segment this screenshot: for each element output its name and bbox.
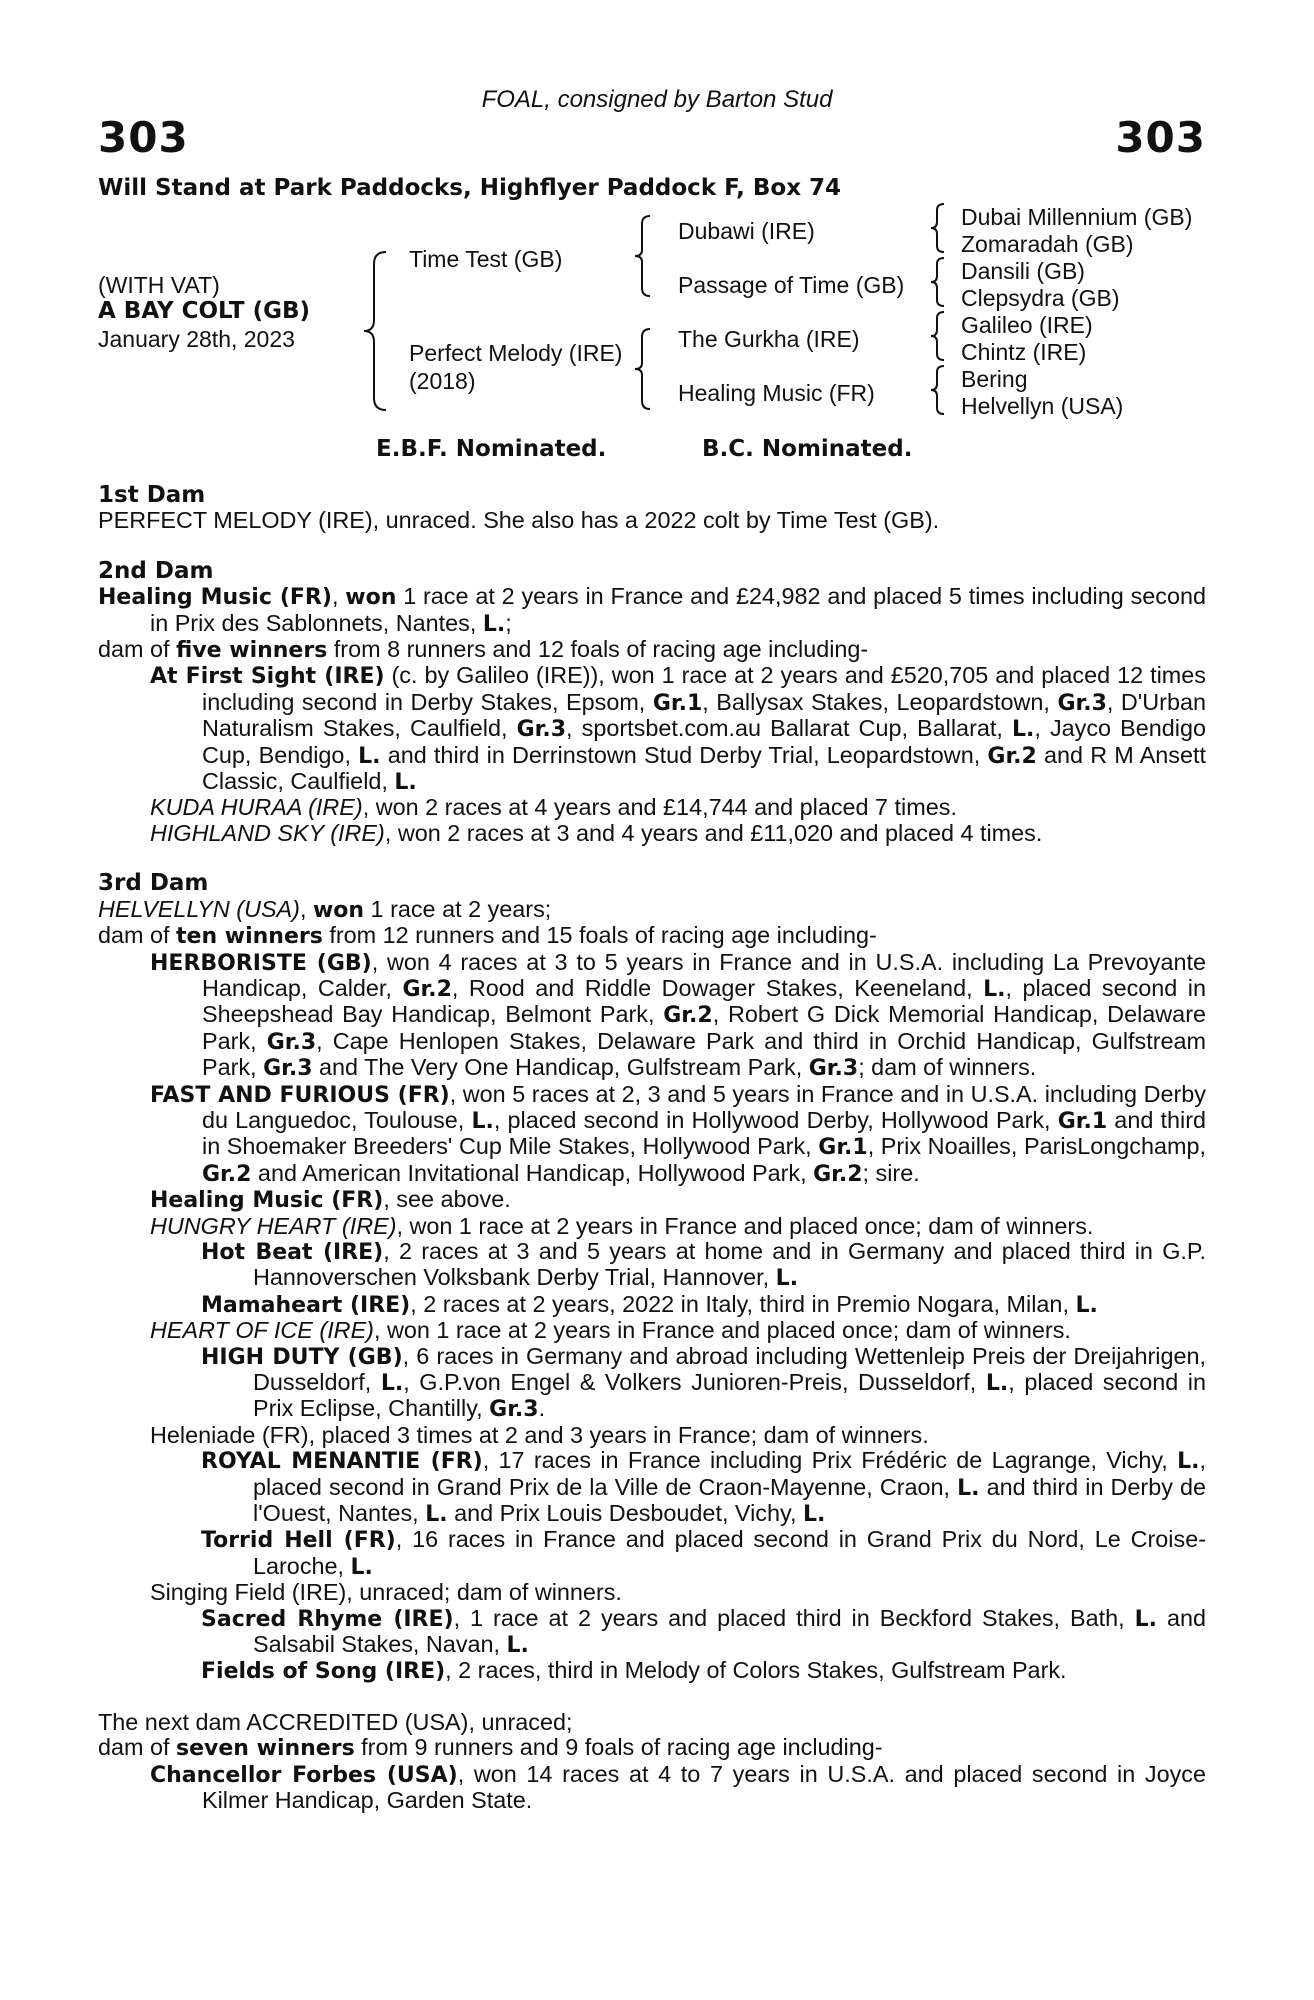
produce-heart-of-ice: HEART OF ICE (IRE), won 1 race at 2 years in France and placed once; dam of winners.: [150, 1317, 1071, 1344]
grandproduce-sacred-rhyme: Sacred Rhyme (IRE), 1 race at 2 years and placed third in Beckford Stakes, Bath, L. and Salsabil Stakes, Navan, L.: [201, 1604, 1207, 1659]
lot-number-right: 303: [1115, 113, 1206, 162]
pedigree-g3-3: Dansili (GB): [961, 258, 1085, 284]
pedigree-dam-year: (2018): [409, 368, 476, 394]
pedigree-brace-main: [360, 250, 390, 412]
bc-nomination: B.C. Nominated.: [702, 436, 913, 462]
grandproduce-royal-menantie: ROYAL MENANTIE (FR), 17 races in France including Prix Frédéric de Lagrange, Vichy, L., placed second in Grand Prix de la Ville de Craon-Mayenne, Craon, L. and third in Derby de l'Ouest, Nantes, L. and Prix Louis Desboudet, Vichy, L.: [201, 1447, 1207, 1528]
horse-dob: January 28th, 2023: [98, 326, 295, 352]
next-dam-produce-summary: dam of seven winners from 9 runners and 9 foals of racing age including-: [98, 1734, 883, 1762]
grandproduce-high-duty: HIGH DUTY (GB), 6 races in Germany and abroad including Wettenleip Preis der Dreijahrigen, Dusseldorf, L., G.P.von Engel & Volkers Junioren-Preis, Dusseldorf, L., placed second in Prix Eclipse, Chantilly, Gr.3.: [201, 1342, 1206, 1423]
produce-healing-music: Healing Music (FR), see above.: [150, 1186, 511, 1214]
third-dam-produce-summary: dam of ten winners from 12 runners and 15 foals of racing age including-: [98, 922, 877, 950]
second-dam-intro: Healing Music (FR), won 1 race at 2 years in France and £24,982 and placed 5 times including second in Prix des Sablonnets, Nantes, L.;: [98, 583, 1207, 637]
produce-chancellor-forbes: Chancellor Forbes (USA), won 14 races at 4 to 7 years in U.S.A. and placed second in Joyce Kilmer Handicap, Garden State.: [150, 1760, 1206, 1814]
third-dam-intro: HELVELLYN (USA), won 1 race at 2 years;: [98, 895, 552, 923]
pedigree-g2-2: Passage of Time (GB): [678, 272, 905, 298]
pedigree-g3-5: Galileo (IRE): [961, 312, 1093, 338]
pedigree-brace-g3-3: [928, 310, 948, 362]
pedigree-brace-dam: [632, 327, 654, 411]
catalogue-body: [98, 483, 1206, 1814]
produce-highland-sky: HIGHLAND SKY (IRE), won 2 races at 3 and 4 years and £11,020 and placed 4 times.: [150, 819, 1043, 846]
pedigree-g3-1: Dubai Millennium (GB): [961, 204, 1193, 230]
grandproduce-mamaheart: Mamaheart (IRE), 2 races at 2 years, 2022 in Italy, third in Premio Nogara, Milan, L.: [201, 1290, 1098, 1318]
pedigree-brace-g3-4: [928, 364, 948, 416]
pedigree-g2-3: The Gurkha (IRE): [678, 326, 860, 352]
stand-location: Will Stand at Park Paddocks, Highflyer Paddock F, Box 74: [98, 175, 842, 201]
pedigree-g3-4: Clepsydra (GB): [961, 285, 1120, 311]
pedigree-g2-1: Dubawi (IRE): [678, 218, 815, 244]
produce-heleniade: Heleniade (FR), placed 3 times at 2 and 3 years in France; dam of winners.: [150, 1421, 929, 1448]
pedigree-g3-6: Chintz (IRE): [961, 339, 1087, 365]
third-dam-heading: 3rd Dam: [98, 870, 209, 897]
pedigree-brace-sire: [632, 214, 654, 298]
pedigree-sire: Time Test (GB): [409, 246, 563, 272]
produce-kuda-huraa: KUDA HURAA (IRE), won 2 races at 4 years and £14,744 and placed 7 times.: [150, 794, 957, 821]
second-dam-produce-summary: dam of five winners from 8 runners and 12 foals of racing age including-: [98, 636, 869, 664]
first-dam-text: PERFECT MELODY (IRE), unraced. She also has a 2022 colt by Time Test (GB).: [98, 507, 940, 534]
pedigree-brace-g3-2: [928, 256, 948, 308]
pedigree-g3-2: Zomaradah (GB): [961, 231, 1134, 257]
second-dam-heading: 2nd Dam: [98, 557, 214, 584]
produce-herboriste: HERBORISTE (GB), won 4 races at 3 to 5 years in France and in U.S.A. including La Prevoyante Handicap, Calder, Gr.2, Rood and Riddle Dowager Stakes, Keeneland, L., placed second in Sheepshead Bay Handicap, Belmont Park, Gr.2, Robert G Dick Memorial Handicap, Delaware Park, Gr.3, Cape Henlopen Stakes, Delaware Park and third in Orchid Handicap, Gulfstream Park, Gr.3 and The Very One Handicap, Gulfstream Park, Gr.3; dam of winners.: [150, 948, 1207, 1082]
lot-number-left: 303: [98, 113, 189, 162]
grandproduce-hot-beat: Hot Beat (IRE), 2 races at 3 and 5 years at home and in Germany and placed third in G.P. Hannoverschen Volksbank Derby Trial, Hannover, L.: [201, 1237, 1206, 1292]
pedigree-g3-7: Bering: [961, 366, 1028, 392]
consignment-line: FOAL, consigned by Barton Stud: [481, 86, 833, 113]
ebf-nomination: E.B.F. Nominated.: [376, 436, 607, 462]
pedigree-brace-g3-1: [928, 202, 948, 254]
first-dam-heading: 1st Dam: [98, 482, 206, 508]
produce-at-first-sight: At First Sight (IRE) (c. by Galileo (IRE)), won 1 race at 2 years and £520,705 and placed 12 times including second in Derby Stakes, Epsom, Gr.1, Ballysax Stakes, Leopardstown, Gr.3, D'Urban Naturalism Stakes, Caulfield, Gr.3, sportsbet.com.au Ballarat Cup, Ballarat, L., Jayco Bendigo Cup, Bendigo, L. and third in Derrinstown Stud Derby Trial, Leopardstown, Gr.2 and R M Ansett Classic, Caulfield, L.: [150, 662, 1207, 796]
horse-name: A BAY COLT (GB): [98, 298, 311, 324]
produce-fast-and-furious: FAST AND FURIOUS (FR), won 5 races at 2, 3 and 5 years in France and in U.S.A. including Derby du Languedoc, Toulouse, L., placed second in Hollywood Derby, Hollywood Park, Gr.1 and third in Shoemaker Breeders' Cup Mile Stakes, Hollywood Park, Gr.1, Prix Noailles, ParisLongchamp, Gr.2 and American Invitational Handicap, Hollywood Park, Gr.2; sire.: [150, 1080, 1206, 1187]
produce-singing-field: Singing Field (IRE), unraced; dam of winners.: [150, 1579, 622, 1606]
next-dam-intro: The next dam ACCREDITED (USA), unraced;: [98, 1708, 573, 1735]
pedigree-g3-8: Helvellyn (USA): [961, 393, 1124, 419]
grandproduce-torrid-hell: Torrid Hell (FR), 16 races in France and placed second in Grand Prix du Nord, Le Croise-Laroche, L.: [201, 1526, 1206, 1580]
grandproduce-fields-of-song: Fields of Song (IRE), 2 races, third in Melody of Colors Stakes, Gulfstream Park.: [201, 1657, 1067, 1685]
pedigree-dam: Perfect Melody (IRE): [409, 340, 623, 366]
vat-note: (WITH VAT): [98, 272, 220, 298]
produce-hungry-heart: HUNGRY HEART (IRE), won 1 race at 2 years in France and placed once; dam of winners.: [150, 1212, 1094, 1239]
pedigree-g2-4: Healing Music (FR): [678, 380, 875, 406]
